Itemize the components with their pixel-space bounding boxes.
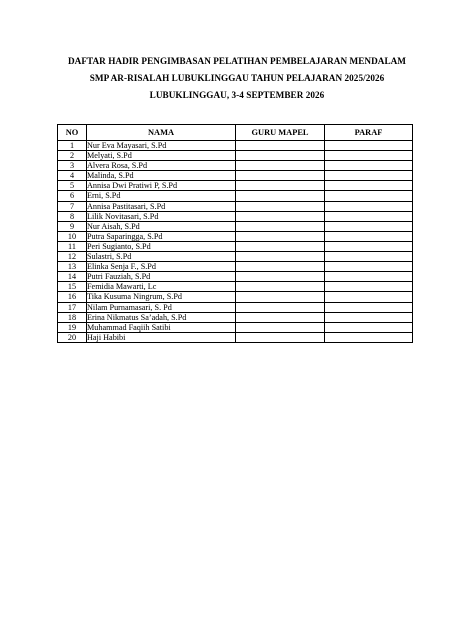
- cell-guru-mapel: [236, 322, 325, 332]
- cell-guru-mapel: [236, 241, 325, 251]
- cell-no: 18: [58, 312, 87, 322]
- cell-no: 2: [58, 151, 87, 161]
- table-body: [58, 141, 413, 343]
- school-and-year: SMP AR-RISALAH LUBUKLINGGAU TAHUN PELAJARAN 2025/2026: [89, 73, 385, 83]
- cell-guru-mapel: [236, 141, 325, 151]
- cell-nama: Nilam Purnamasari, S. Pd: [87, 302, 236, 312]
- table-row: [58, 322, 413, 332]
- cell-paraf: [325, 252, 413, 262]
- cell-no: 3: [58, 161, 87, 171]
- cell-no: 14: [58, 272, 87, 282]
- document-title: DAFTAR HADIR PENGIMBASAN PELATIHAN PEMBELAJARAN MENDALAM: [67, 56, 407, 66]
- cell-nama: Putri Fauziah, S.Pd: [87, 272, 236, 282]
- cell-no: 7: [58, 201, 87, 211]
- cell-paraf: [325, 262, 413, 272]
- table-row: [58, 151, 413, 161]
- cell-guru-mapel: [236, 252, 325, 262]
- cell-guru-mapel: [236, 181, 325, 191]
- cell-nama: Melyati, S.Pd: [87, 151, 236, 161]
- cell-nama: Nur Aisah, S.Pd: [87, 221, 236, 231]
- cell-paraf: [325, 141, 413, 151]
- cell-paraf: [325, 181, 413, 191]
- table-row: [58, 141, 413, 151]
- table-header-row: [58, 125, 413, 141]
- cell-no: 9: [58, 221, 87, 231]
- cell-guru-mapel: [236, 292, 325, 302]
- cell-guru-mapel: [236, 161, 325, 171]
- cell-guru-mapel: [236, 332, 325, 342]
- table-row: [58, 221, 413, 231]
- table-row: [58, 181, 413, 191]
- cell-no: 8: [58, 211, 87, 221]
- cell-guru-mapel: [236, 282, 325, 292]
- cell-paraf: [325, 161, 413, 171]
- cell-paraf: [325, 211, 413, 221]
- cell-guru-mapel: [236, 151, 325, 161]
- attendance-table: [57, 124, 413, 343]
- cell-nama: Lilik Novitasari, S.Pd: [87, 211, 236, 221]
- cell-nama: Haji Habibi: [87, 332, 236, 342]
- cell-no: 5: [58, 181, 87, 191]
- cell-no: 20: [58, 332, 87, 342]
- cell-no: 13: [58, 262, 87, 272]
- cell-guru-mapel: [236, 272, 325, 282]
- table-row: [58, 191, 413, 201]
- cell-nama: Nur Eva Mayasari, S.Pd: [87, 141, 236, 151]
- table-row: [58, 262, 413, 272]
- cell-paraf: [325, 241, 413, 251]
- cell-nama: Muhammad Faqiih Satibi: [87, 322, 236, 332]
- cell-guru-mapel: [236, 262, 325, 272]
- cell-no: 19: [58, 322, 87, 332]
- cell-no: 17: [58, 302, 87, 312]
- cell-nama: Erina Nikmatus Sa’adah, S.Pd: [87, 312, 236, 322]
- cell-paraf: [325, 221, 413, 231]
- table-row: [58, 161, 413, 171]
- table-row: [58, 252, 413, 262]
- cell-nama: Peri Sugianto, S.Pd: [87, 241, 236, 251]
- cell-no: 1: [58, 141, 87, 151]
- column-header-guru-mapel: GURU MAPEL: [236, 125, 325, 141]
- table-row: [58, 272, 413, 282]
- table-row: [58, 241, 413, 251]
- cell-paraf: [325, 191, 413, 201]
- cell-paraf: [325, 171, 413, 181]
- table-row: [58, 282, 413, 292]
- cell-guru-mapel: [236, 191, 325, 201]
- column-header-nama: NAMA: [87, 125, 236, 141]
- cell-no: 15: [58, 282, 87, 292]
- cell-nama: Putra Saparingga, S.Pd: [87, 231, 236, 241]
- table-row: [58, 211, 413, 221]
- column-header-paraf: PARAF: [325, 125, 413, 141]
- cell-no: 4: [58, 171, 87, 181]
- cell-paraf: [325, 292, 413, 302]
- cell-paraf: [325, 201, 413, 211]
- table-row: [58, 231, 413, 241]
- cell-nama: Sulastri, S.Pd: [87, 252, 236, 262]
- column-header-no: NO: [58, 125, 87, 141]
- cell-no: 16: [58, 292, 87, 302]
- cell-no: 11: [58, 241, 87, 251]
- cell-paraf: [325, 332, 413, 342]
- cell-nama: Malinda, S.Pd: [87, 171, 236, 181]
- cell-nama: Erni, S.Pd: [87, 191, 236, 201]
- table-row: [58, 201, 413, 211]
- cell-nama: Femidia Mawarti, Lc: [87, 282, 236, 292]
- place-and-date: LUBUKLINGGAU, 3-4 SEPTEMBER 2026: [149, 90, 325, 100]
- table-row: [58, 312, 413, 322]
- cell-guru-mapel: [236, 221, 325, 231]
- cell-guru-mapel: [236, 211, 325, 221]
- cell-paraf: [325, 231, 413, 241]
- table-row: [58, 332, 413, 342]
- cell-no: 10: [58, 231, 87, 241]
- cell-nama: Alvera Rosa, S.Pd: [87, 161, 236, 171]
- cell-nama: Annisa Pastitasari, S.Pd: [87, 201, 236, 211]
- cell-nama: Tika Kusuma Ningrum, S.Pd: [87, 292, 236, 302]
- cell-no: 12: [58, 252, 87, 262]
- cell-paraf: [325, 151, 413, 161]
- table-row: [58, 171, 413, 181]
- cell-paraf: [325, 302, 413, 312]
- cell-paraf: [325, 312, 413, 322]
- cell-paraf: [325, 322, 413, 332]
- cell-nama: Annisa Dwi Pratiwi P, S.Pd: [87, 181, 236, 191]
- table-row: [58, 302, 413, 312]
- cell-paraf: [325, 282, 413, 292]
- cell-no: 6: [58, 191, 87, 201]
- cell-guru-mapel: [236, 312, 325, 322]
- cell-guru-mapel: [236, 171, 325, 181]
- cell-nama: Elinka Senja F., S.Pd: [87, 262, 236, 272]
- cell-guru-mapel: [236, 302, 325, 312]
- cell-guru-mapel: [236, 231, 325, 241]
- table-row: [58, 292, 413, 302]
- cell-guru-mapel: [236, 201, 325, 211]
- cell-paraf: [325, 272, 413, 282]
